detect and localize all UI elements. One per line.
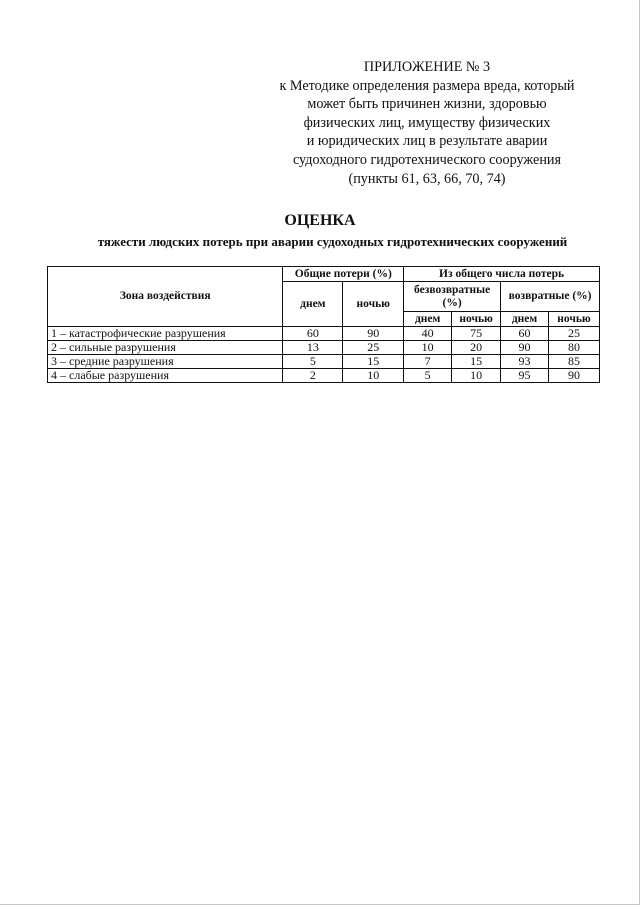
value-cell: 7: [404, 355, 452, 369]
appendix-points: (пункты 61, 63, 66, 70, 74): [348, 170, 506, 187]
value-cell: 5: [283, 355, 343, 369]
table-row: [48, 327, 600, 341]
value-cell: 90: [501, 341, 549, 355]
reversible-header: возвратные (%): [501, 282, 600, 312]
value-cell: 2: [283, 369, 343, 383]
value-cell: 90: [549, 369, 600, 383]
value-cell: 40: [404, 327, 452, 341]
document-title: ОЦЕНКА: [284, 212, 356, 229]
table-row: [48, 341, 600, 355]
value-cell: 95: [501, 369, 549, 383]
table-row: [48, 355, 600, 369]
value-cell: 20: [452, 341, 501, 355]
value-cell: 13: [283, 341, 343, 355]
zone-header: Зона воздействия: [48, 267, 283, 327]
value-cell: 15: [343, 355, 404, 369]
value-cell: 85: [549, 355, 600, 369]
reversible-day-header: днем: [501, 312, 549, 327]
total-losses-header: Общие потери (%): [283, 267, 404, 282]
reversible-night-header: ночью: [549, 312, 600, 327]
value-cell: 5: [404, 369, 452, 383]
value-cell: 25: [343, 341, 404, 355]
value-cell: 60: [501, 327, 549, 341]
appendix-line: может быть причинен жизни, здоровью: [307, 96, 547, 113]
zone-cell: 3 – средние разрушения: [48, 355, 283, 369]
appendix-line: физических лиц, имуществу физических: [303, 114, 551, 131]
value-cell: 75: [452, 327, 501, 341]
zone-cell: 1 – катастрофические разрушения: [48, 327, 283, 341]
irreversible-header: безвозвратные (%): [404, 282, 501, 312]
value-cell: 10: [343, 369, 404, 383]
zone-cell: 4 – слабые разрушения: [48, 369, 283, 383]
irreversible-night-header: ночью: [452, 312, 501, 327]
of-total-header: Из общего числа потерь: [404, 267, 600, 282]
zone-cell: 2 – сильные разрушения: [48, 341, 283, 355]
value-cell: 10: [452, 369, 501, 383]
appendix-line: судоходного гидротехнического сооружения: [292, 151, 562, 168]
value-cell: 10: [404, 341, 452, 355]
value-cell: 25: [549, 327, 600, 341]
appendix-line: и юридических лиц в результате аварии: [306, 133, 548, 150]
losses-table: [47, 266, 600, 383]
value-cell: 90: [343, 327, 404, 341]
table-row: [48, 369, 600, 383]
value-cell: 93: [501, 355, 549, 369]
total-night-header: ночью: [343, 282, 404, 327]
value-cell: 60: [283, 327, 343, 341]
appendix-number: ПРИЛОЖЕНИЕ № 3: [363, 59, 491, 75]
document-subtitle: тяжести людских потерь при аварии судоходных гидротехнических сооружений: [97, 234, 568, 249]
irreversible-day-header: днем: [404, 312, 452, 327]
value-cell: 15: [452, 355, 501, 369]
appendix-header: [246, 58, 608, 188]
value-cell: 80: [549, 341, 600, 355]
total-day-header: днем: [283, 282, 343, 327]
appendix-line: к Методике определения размера вреда, который: [279, 77, 575, 94]
